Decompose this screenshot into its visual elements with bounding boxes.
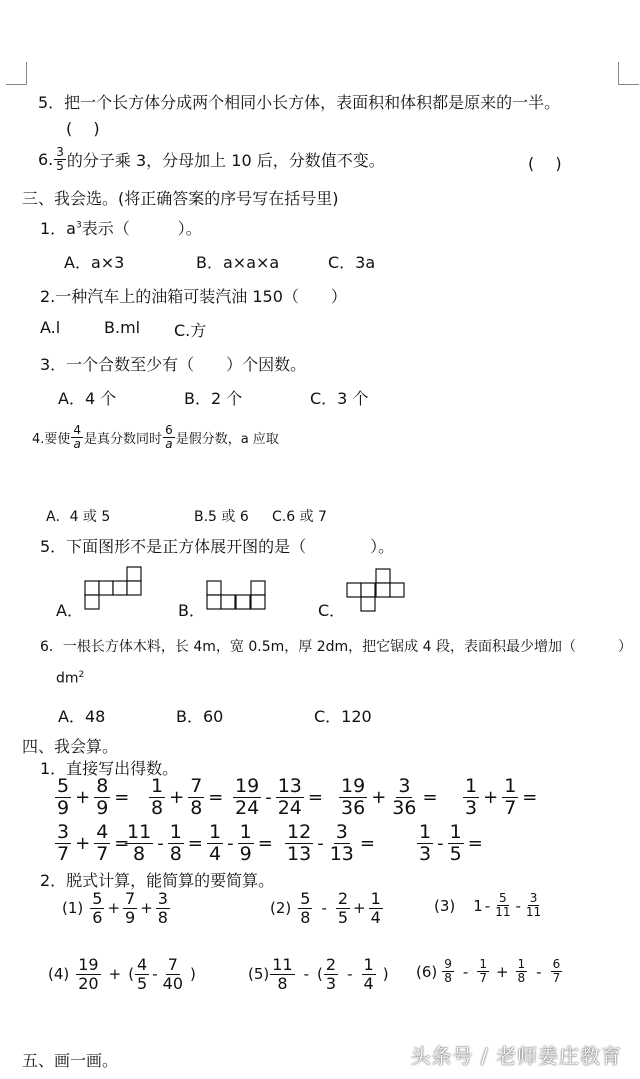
choice-question-2: 2.一种汽车上的油箱可装汽油 150（ ） bbox=[40, 287, 347, 306]
q6-unit: $dm^2$ bbox=[56, 670, 85, 687]
q4-option-a: A．4 或 5 bbox=[46, 509, 111, 525]
cube-net-a bbox=[84, 566, 144, 612]
q1-option-c: C．3a bbox=[328, 253, 376, 272]
oral-calc-2-4: $\frac{12}{13}$ - $\frac{3}{13}$ = bbox=[287, 821, 375, 865]
oral-calc-2-2: $\frac{11}{8}$ - $\frac{1}{8}$ = bbox=[127, 821, 203, 865]
step-calc-1: (1) $\frac{5}{6}$ + $\frac{7}{9}$ + $\frac{3}{8}$ bbox=[62, 889, 168, 927]
q6-option-b: B．60 bbox=[176, 707, 224, 726]
q1-option-b: B．a×a×a bbox=[196, 253, 280, 272]
margin-mark-right bbox=[618, 62, 639, 85]
margin-mark-left bbox=[6, 62, 27, 85]
q3-option-a: A．4 个 bbox=[58, 389, 117, 408]
section-4-title: 四、我会算。 bbox=[22, 737, 119, 756]
step-calc-5: (5) $\frac{11}{8}$ - ( $\frac{2}{3}$ - $\frac{1}{4}$ ) bbox=[248, 955, 389, 993]
q1-option-a: A．a×3 bbox=[64, 253, 125, 272]
step-calc-2: (2) $\frac{5}{8}$ - $\frac{2}{5}$ + $\frac{1}{4}$ bbox=[270, 889, 381, 927]
watermark: 头条号 / 老师姜庄教育 bbox=[410, 1044, 622, 1068]
choice-question-6: 6．一根长方体木料，长 4m，宽 0.5m，厚 2dm，把它锯成 4 段，表面积最少增加（ ） bbox=[40, 639, 632, 655]
q4-option-c: C.6 或 7 bbox=[272, 509, 327, 525]
oral-calc-1-1: $\frac{5}{9}$ + $\frac{8}{9}$ = bbox=[57, 775, 130, 819]
q3-option-b: B．2 个 bbox=[184, 389, 243, 408]
oral-calc-title: 1．直接写出得数。 bbox=[40, 759, 179, 778]
q6-option-a: A．48 bbox=[58, 707, 106, 726]
step-calc-title: 2．脱式计算，能简算的要简算。 bbox=[40, 871, 275, 890]
oral-calc-1-2: $\frac{1}{8}$ + $\frac{7}{8}$ = bbox=[151, 775, 224, 819]
tf-question-6-answer-blank[interactable]: ( ) bbox=[528, 154, 562, 173]
cube-net-c bbox=[346, 568, 408, 614]
section-3-title: 三、我会选。(将正确答案的序号写在括号里) bbox=[22, 189, 339, 208]
step-calc-3: (3) 1 - $\frac{5}{11}$ - $\frac{3}{11}$ bbox=[434, 891, 542, 920]
oral-calc-1-3: $\frac{19}{24}$ - $\frac{13}{24}$ = bbox=[235, 775, 323, 819]
q4-option-b: B.5 或 6 bbox=[194, 509, 249, 525]
q6-option-c: C．120 bbox=[314, 707, 372, 726]
oral-calc-2-1: $\frac{3}{7}$ + $\frac{4}{7}$ = bbox=[57, 821, 130, 865]
choice-question-5: 5．下面图形不是正方体展开图的是（ ）。 bbox=[40, 537, 395, 556]
q5-option-a-label: A． bbox=[56, 601, 83, 620]
q5-option-c-label: C． bbox=[318, 601, 346, 620]
tf-question-6: 6. $\frac{3}{5}$ 的分子乘 3，分母加上 10 后，分数值不变。 bbox=[38, 145, 385, 174]
q3-option-c: C．3 个 bbox=[310, 389, 369, 408]
q2-option-a: A.l bbox=[40, 318, 61, 337]
tf-question-5-answer-blank[interactable]: ( ) bbox=[66, 119, 100, 138]
q2-option-b: B.ml bbox=[104, 318, 141, 337]
section-5-title: 五、画一画。 bbox=[22, 1051, 119, 1070]
oral-calc-1-4: $\frac{19}{36}$ + $\frac{3}{36}$ = bbox=[341, 775, 438, 819]
q5-option-b-label: B． bbox=[178, 601, 205, 620]
step-calc-4: (4) $\frac{19}{20}$ + ( $\frac{4}{5}$ - $\frac{7}{40}$ ) bbox=[48, 955, 196, 993]
choice-question-1: 1．$a^3$表示（ ）。 bbox=[40, 219, 202, 238]
oral-calc-2-3: $\frac{1}{4}$ - $\frac{1}{9}$ = bbox=[209, 821, 273, 865]
cube-net-b bbox=[206, 580, 268, 612]
oral-calc-1-5: $\frac{1}{3}$ + $\frac{1}{7}$ = bbox=[465, 775, 538, 819]
choice-question-3: 3．一个合数至少有（ ）个因数。 bbox=[40, 355, 307, 374]
tf-question-5: 5．把一个长方体分成两个相同小长方体，表面积和体积都是原来的一半。 bbox=[38, 93, 561, 112]
choice-question-4: 4.要使 $\frac{4}{a}$ 是真分数同时 $\frac{6}{a}$ 是假分数，a 应取 bbox=[32, 423, 279, 452]
q2-option-c: C.方 bbox=[174, 321, 207, 340]
step-calc-6: (6) $\frac{9}{8}$ - $\frac{1}{7}$ + $\frac{1}{8}$ - $\frac{6}{7}$ bbox=[416, 957, 561, 986]
oral-calc-2-5: $\frac{1}{3}$ - $\frac{1}{5}$ = bbox=[419, 821, 483, 865]
